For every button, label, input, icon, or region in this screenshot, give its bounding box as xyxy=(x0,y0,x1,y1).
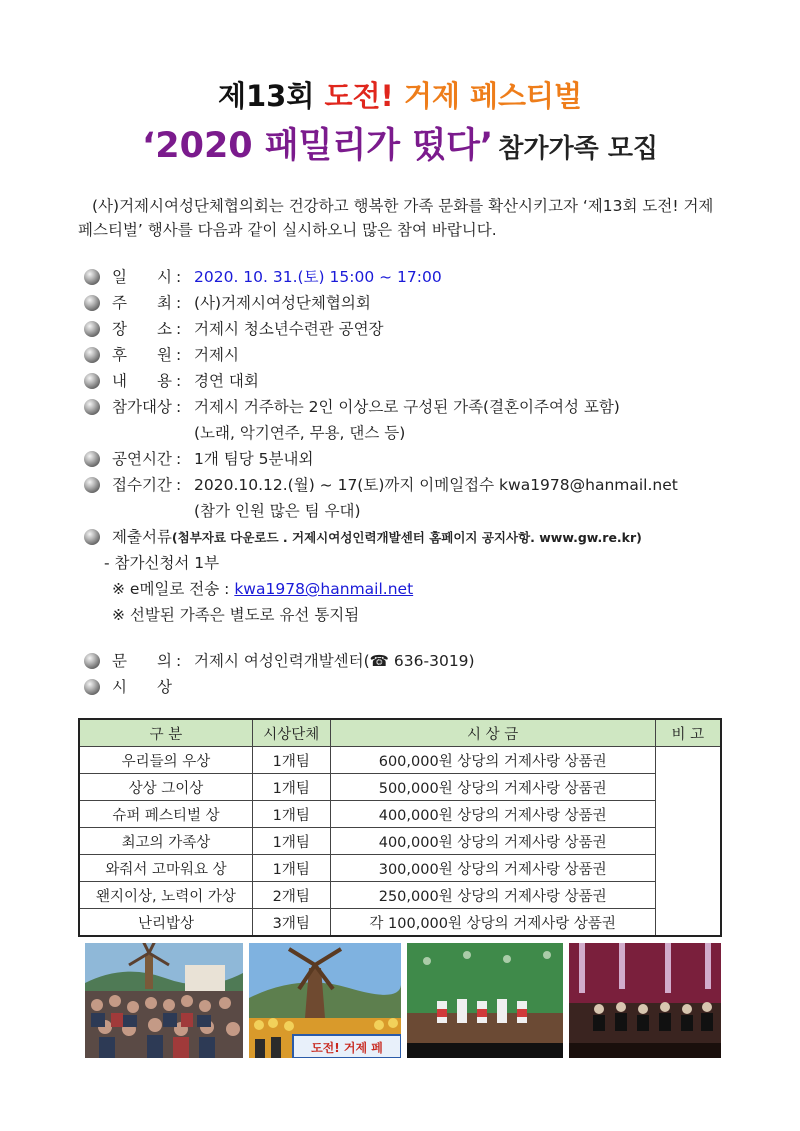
photo-band-concert xyxy=(569,943,721,1058)
award-table xyxy=(78,718,722,937)
info-content: 내 용 : 경연 대회 xyxy=(84,368,744,394)
bullet-icon xyxy=(84,529,100,545)
info-target: 참가대상 : 거제시 거주하는 2인 이상으로 구성된 가족(결혼이주여성 포함) xyxy=(84,394,744,420)
sponsor-value: 거제시 xyxy=(194,346,239,364)
venue-value: 거제시 청소년수련관 공연장 xyxy=(194,320,384,338)
table-header-row xyxy=(79,719,721,747)
table-row: 최고의 가족상 1개팀 400,000원 상당의 거제사랑 상품권 xyxy=(79,828,721,855)
table-row: 와줘서 고마워요 상 1개팀 300,000원 상당의 거제사랑 상품권 xyxy=(79,855,721,882)
docs-detail: (첨부자료 다운로드 . 거제시여성인력개발센터 홈페이지 공지사항. www.gw.re.kr) xyxy=(171,530,642,545)
table-row: 상상 그이상 1개팀 500,000원 상당의 거제사랑 상품권 xyxy=(79,774,721,801)
host-value: (사)거제시여성단체협의회 xyxy=(194,294,371,312)
header-prize: 시 상 금 xyxy=(330,719,655,747)
poster-title-line1 xyxy=(0,74,800,115)
info-inquiry: 문 의 : 거제시 여성인력개발센터(☎ 636-3019) xyxy=(84,648,744,674)
header-note: 비 고 xyxy=(655,719,721,747)
header-category: 구 분 xyxy=(79,719,252,747)
info-docs: 제출서류(첨부자료 다운로드 . 거제시여성인력개발센터 홈페이지 공지사항. www.gw.re.kr) xyxy=(84,524,744,550)
table-row: 왠지이상, 노력이 가상 2개팀 250,000원 상당의 거제사랑 상품권 xyxy=(79,882,721,909)
photo-outdoor-crowd xyxy=(85,943,243,1058)
info-date: 일 시 : 2020. 10. 31.(토) 15:00 ~ 17:00 xyxy=(84,264,744,290)
intro-paragraph: (사)거제시여성단체협의회는 건강하고 행복한 가족 문화를 확산시키고자 ‘제13회 도전! 거제 페스티벌’ 행사를 다음과 같이 실시하오니 많은 참여 바랍니다. xyxy=(78,197,714,239)
target-sub: (노래, 악기연주, 무용, 댄스 등) xyxy=(194,424,406,442)
period-sub: (참가 인원 많은 팀 우대) xyxy=(194,502,361,520)
docs-line3: ※ 선발된 가족은 별도로 유선 통지됨 xyxy=(112,606,360,624)
bullet-icon xyxy=(84,347,100,363)
table-row: 슈퍼 페스티벌 상 1개팀 400,000원 상당의 거제사랑 상품권 xyxy=(79,801,721,828)
info-venue: 장 소 : 거제시 청소년수련관 공연장 xyxy=(84,316,744,342)
email-link[interactable]: kwa1978@hanmail.net xyxy=(234,580,414,598)
info-award: 시 상 xyxy=(84,674,744,700)
info-period: 접수기간 : 2020.10.12.(월) ~ 17(토)까지 이메일접수 kwa1978@hanmail.net xyxy=(84,472,744,498)
poster-title-line2 xyxy=(0,118,800,168)
photo-windmill-stage xyxy=(249,943,401,1058)
bullet-icon xyxy=(84,269,100,285)
info-host: 주 최 : (사)거제시여성단체협의회 xyxy=(84,290,744,316)
bullet-icon xyxy=(84,679,100,695)
title-recruit: 참가가족 모집 xyxy=(498,134,659,164)
target-value: 거제시 거주하는 2인 이상으로 구성된 가족(결혼이주여성 포함) xyxy=(194,398,620,416)
table-row: 우리들의 우상 1개팀 600,000원 상당의 거제사랑 상품권 xyxy=(79,747,721,774)
table-row: 난리밥상 3개팀 각 100,000원 상당의 거제사랑 상품권 xyxy=(79,909,721,937)
title-edition: 제13회 xyxy=(217,79,315,113)
title-family: ‘2020 패밀리가 떴다’ xyxy=(141,126,494,166)
bullet-icon xyxy=(84,373,100,389)
date-value: 2020. 10. 31.(토) 15:00 ~ 17:00 xyxy=(194,268,442,286)
info-list xyxy=(84,264,744,700)
docs-line2: ※ e메일로 전송 : kwa1978@hanmail.net xyxy=(112,580,414,598)
bullet-icon xyxy=(84,399,100,415)
duration-value: 1개 팀당 5분내외 xyxy=(194,450,314,468)
bullet-icon xyxy=(84,653,100,669)
title-festival: 거제 페스티벌 xyxy=(403,79,583,113)
header-teams: 시상단체 xyxy=(252,719,330,747)
bullet-icon xyxy=(84,477,100,493)
bullet-icon xyxy=(84,321,100,337)
period-value: 2020.10.12.(월) ~ 17(토)까지 이메일접수 kwa1978@hanmail.net xyxy=(194,476,678,494)
docs-line1: - 참가신청서 1부 xyxy=(104,554,220,572)
info-sponsor: 후 원 : 거제시 xyxy=(84,342,744,368)
title-challenge: 도전! xyxy=(324,79,394,113)
bullet-icon xyxy=(84,295,100,311)
note-cell xyxy=(655,747,721,937)
content-value: 경연 대회 xyxy=(194,372,259,390)
info-duration: 공연시간 : 1개 팀당 5분내외 xyxy=(84,446,744,472)
bullet-icon xyxy=(84,451,100,467)
inquiry-value: 거제시 여성인력개발센터(☎ 636-3019) xyxy=(194,652,475,670)
photo-strip xyxy=(85,943,721,1058)
photo-stage-performance xyxy=(407,943,563,1058)
banner-text: 도전! 거제 페 xyxy=(311,1041,383,1055)
